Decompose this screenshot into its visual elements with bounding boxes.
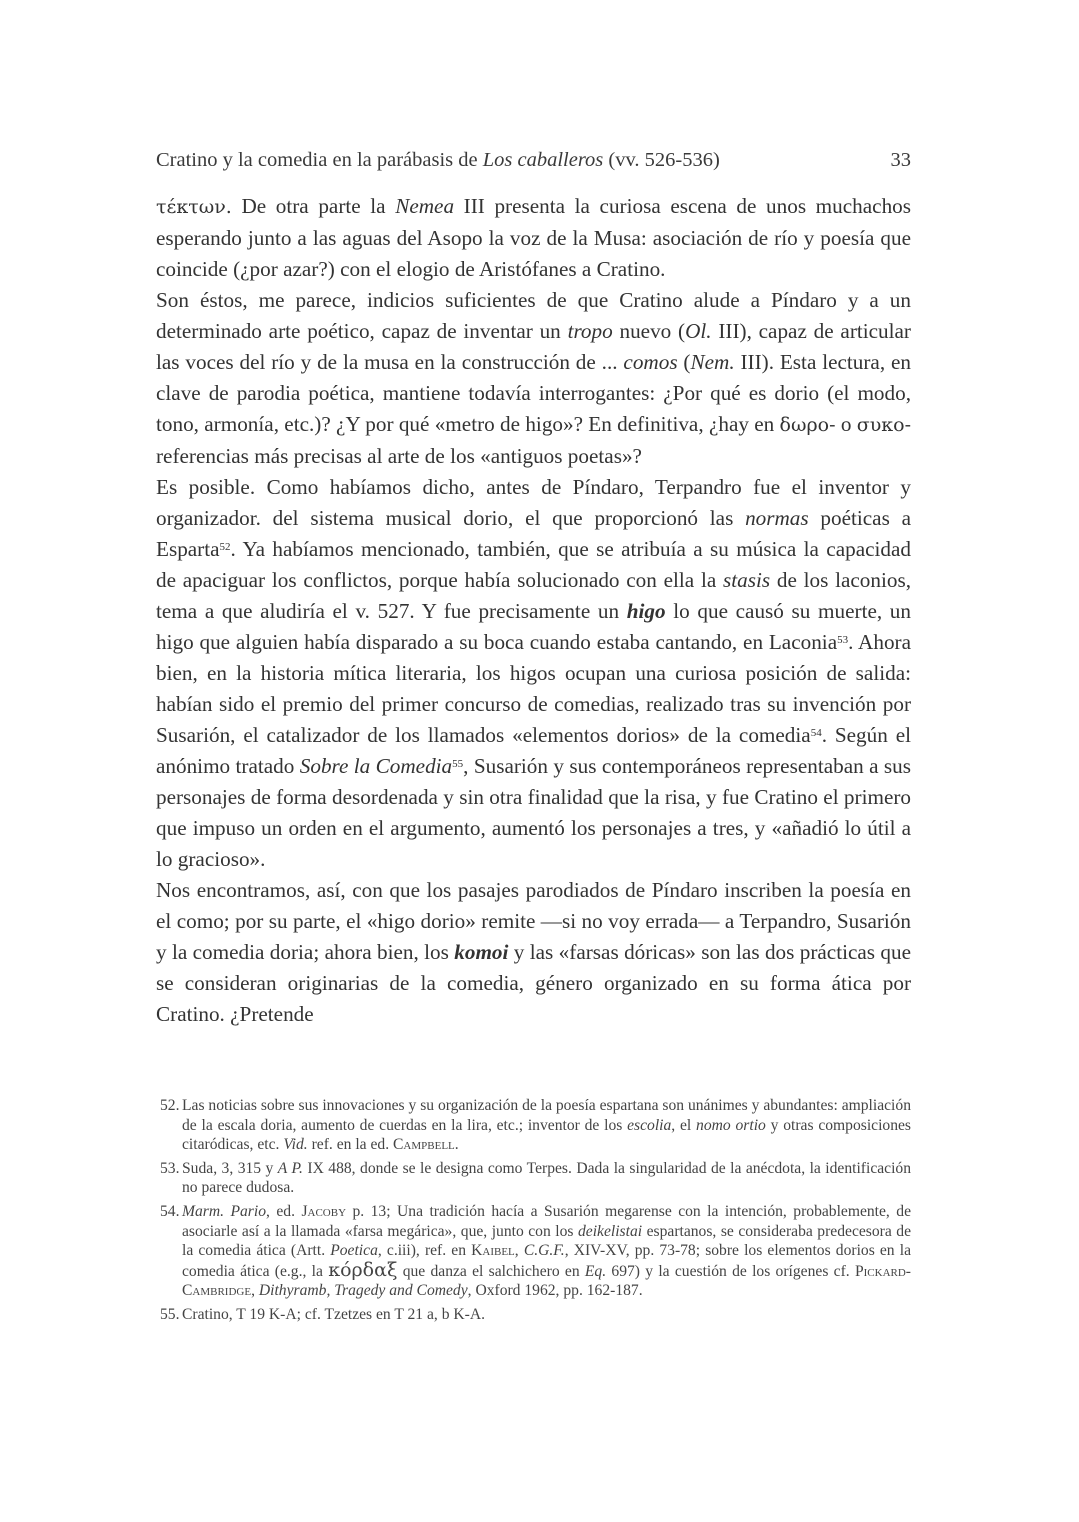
paragraph: Nos encontramos, así, con que los pasajes parodiados de Píndaro inscriben la poesía en el como; por su parte, el «higo dorio» remite —si no voy errada— a Terpandro, Susarión y la comedia doria; ahora bien, los komoi y las «farsas dóricas» son las dos prácticas que se consideran originarias de la comedia, género organizado en su forma ática por Cratino. ¿Pretende <box>156 878 912 1026</box>
footnotes <box>160 1096 911 1329</box>
running-title: Cratino y la comedia en la parábasis de Los caballeros (vv. 526-536) <box>156 149 720 171</box>
paragraph: τέκτων. De otra parte la Nemea III presenta la curiosa escena de unos muchachos esperando junto a las aguas del Asopo la voz de la Musa: asociación de río y poesía que coincide (¿por azar?) con el elogio de Aristófanes a Cratino. <box>156 194 911 281</box>
paragraph: Son éstos, me parece, indicios suficientes de que Cratino alude a Píndaro y a un determinado arte poético, capaz de inventar un tropo nuevo (Ol. III), capaz de articular las voces del río y de la musa en la construcción de ... comos (Nem. III). Esta lectura, en clave de parodia poética, mantiene todavía interrogantes: ¿Por qué es dorio (el modo, tono, armonía, etc.)? ¿Y por qué «metro de higo»? En definitiva, ¿hay en δωρο- o συκο- referencias más precisas al arte de los «antiguos poetas»? <box>156 288 911 468</box>
running-header <box>156 146 911 174</box>
footnote-ref[interactable]: 55 <box>452 758 464 770</box>
footnote-53: 53. Suda, 3, 315 y A P. IX 488, donde se le designa como Terpes. Dada la singularidad de la anécdota, la identificación no parece dudosa. <box>160 1159 912 1197</box>
page-number: 33 <box>890 149 911 171</box>
footnote-ref[interactable]: 52 <box>219 541 231 553</box>
body-text <box>156 191 911 1030</box>
footnote-ref[interactable]: 54 <box>810 727 822 739</box>
footnote-52: 52. Las noticias sobre sus innovaciones y su organización de la poesía espartana son unánimes y abundantes: ampliación de la escala doria, aumento de cuerdas en la lira, etc.; inventor de los escolia, el nomo ortio y otras composiciones citaródicas, etc. Vid. ref. en la ed. Campbell. <box>160 1097 912 1154</box>
footnote-55: 55. Cratino, T 19 K-A; cf. Tzetzes en T 21 a, b K-A. <box>160 1305 486 1323</box>
footnote-54: 54. Marm. Pario, ed. Jacoby p. 13; Una tradición hacía a Susarión megarense con la intención, probablemente, de asociarle así a la llamada «farsa megárica», que, junto con los deikelistai espartanos, se consideraba predecesora de la comedia ática (Artt. Poetica, c.iii), ref. en Kaibel, C.G.F., XIV-XV, pp. 73-78; sobre los elementos dorios en la comedia ática (e.g., la κόρδαξ que danza el salchichero en Eq. 697) y la cuestión de los orígenes cf. Pickard-Cambridge, Dithyramb, Tragedy and Comedy, Oxford 1962, pp. 162-187. <box>160 1202 912 1300</box>
footnote-ref[interactable]: 53 <box>837 634 849 646</box>
paragraph: Es posible. Como habíamos dicho, antes de Píndaro, Terpandro fue el inventor y organizador. del sistema musical dorio, el que proporcionó las normas poéticas a Esparta$^{52}$. Ya habíamos mencionado, también, que se atribuía a su música la capacidad de apaciguar los conflictos, porque había solucionado con ella la stasis de los laconios, tema a que aludiría el v. 527. Y fue precisamente un higo lo que causó su muerte, un higo que alguien había disparado a su boca cuando estaba cantando, en Laconia$^{53}$. Ahora bien, en la historia mítica literaria, los higos ocupan una curiosa posición de salida: habían sido el premio del primer concurso de comedias, realizado tras su invención por Susarión, el catalizador de los llamados «elementos dorios» de la comedia$^{54}$. Según el anónimo tratado Sobre la Comedia$^{55}$, Susarión y sus contemporáneos representaban a sus personajes de forma desordenada y sin otra finalidad que la risa, y fue Cratino el primero que impuso un orden en el argumento, aumentó los personajes a tres, y «añadió lo útil a lo gracioso». <box>156 475 912 871</box>
